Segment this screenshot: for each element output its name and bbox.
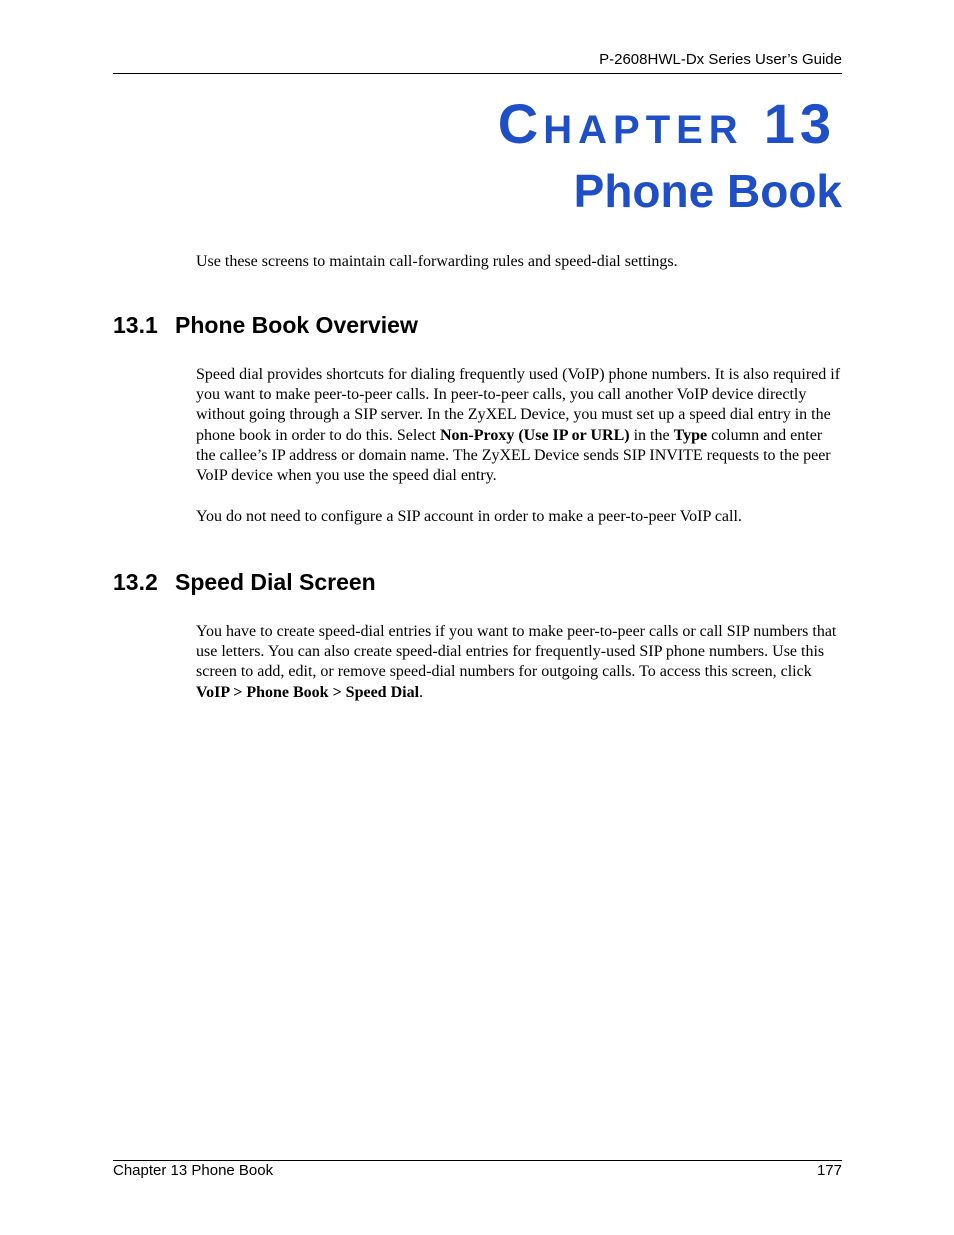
overview-paragraph xyxy=(196,365,841,486)
section-title: Speed Dial Screen xyxy=(175,569,376,595)
chapter-label xyxy=(497,92,836,155)
section-number: 13.1 xyxy=(113,312,158,338)
bold-term-non-proxy: Non-Proxy (Use IP or URL) xyxy=(439,426,630,444)
text-run: column and enter the callee’s IP address or domain name. The ZyXEL Device sends SIP INVITE requests to the peer VoIP device when you use the speed dial entry. xyxy=(196,426,831,485)
chapter-label-initial: C xyxy=(497,92,544,155)
chapter-label-rest: HAPTER xyxy=(543,108,744,152)
text-run: . xyxy=(419,683,424,701)
section-title: Phone Book Overview xyxy=(175,312,418,338)
text-run: in the xyxy=(629,426,674,444)
speed-dial-paragraph xyxy=(196,622,841,703)
section-heading-overview xyxy=(113,312,418,339)
footer-chapter-ref: Chapter 13 Phone Book xyxy=(113,1162,274,1179)
text-run: You have to create speed-dial entries if you want to make peer-to-peer calls or call SIP numbers that use letters. You can also create speed-dial entries for frequently-used SIP phone numbers. Use this screen to add, edit, or remove speed-dial numbers for outgoing calls. To access this screen, click xyxy=(196,623,837,681)
page-number: 177 xyxy=(816,1162,842,1179)
header-rule xyxy=(113,73,842,74)
bold-term-type: Type xyxy=(673,426,708,444)
running-header: P-2608HWL-Dx Series User’s Guide xyxy=(599,51,842,68)
section-heading-speed-dial xyxy=(113,569,376,596)
footer-rule xyxy=(113,1160,842,1161)
sip-account-note: You do not need to configure a SIP account in order to make a peer-to-peer VoIP call. xyxy=(196,508,742,525)
text-run: Speed dial provides shortcuts for dialing frequently used (VoIP) phone numbers. It is also required if you want to make peer-to-peer calls. In peer-to-peer calls, you call another VoIP device directly without going through a SIP server. In the ZyXEL Device, you must set up a speed dial entry in the phone book in order to do this. Select xyxy=(196,366,841,444)
section-number: 13.2 xyxy=(113,569,158,595)
chapter-number: 13 xyxy=(763,92,836,155)
chapter-title: Phone Book xyxy=(573,165,842,217)
intro-paragraph: Use these screens to maintain call-forwarding rules and speed-dial settings. xyxy=(196,253,678,270)
bold-menu-path: VoIP > Phone Book > Speed Dial xyxy=(196,683,420,701)
